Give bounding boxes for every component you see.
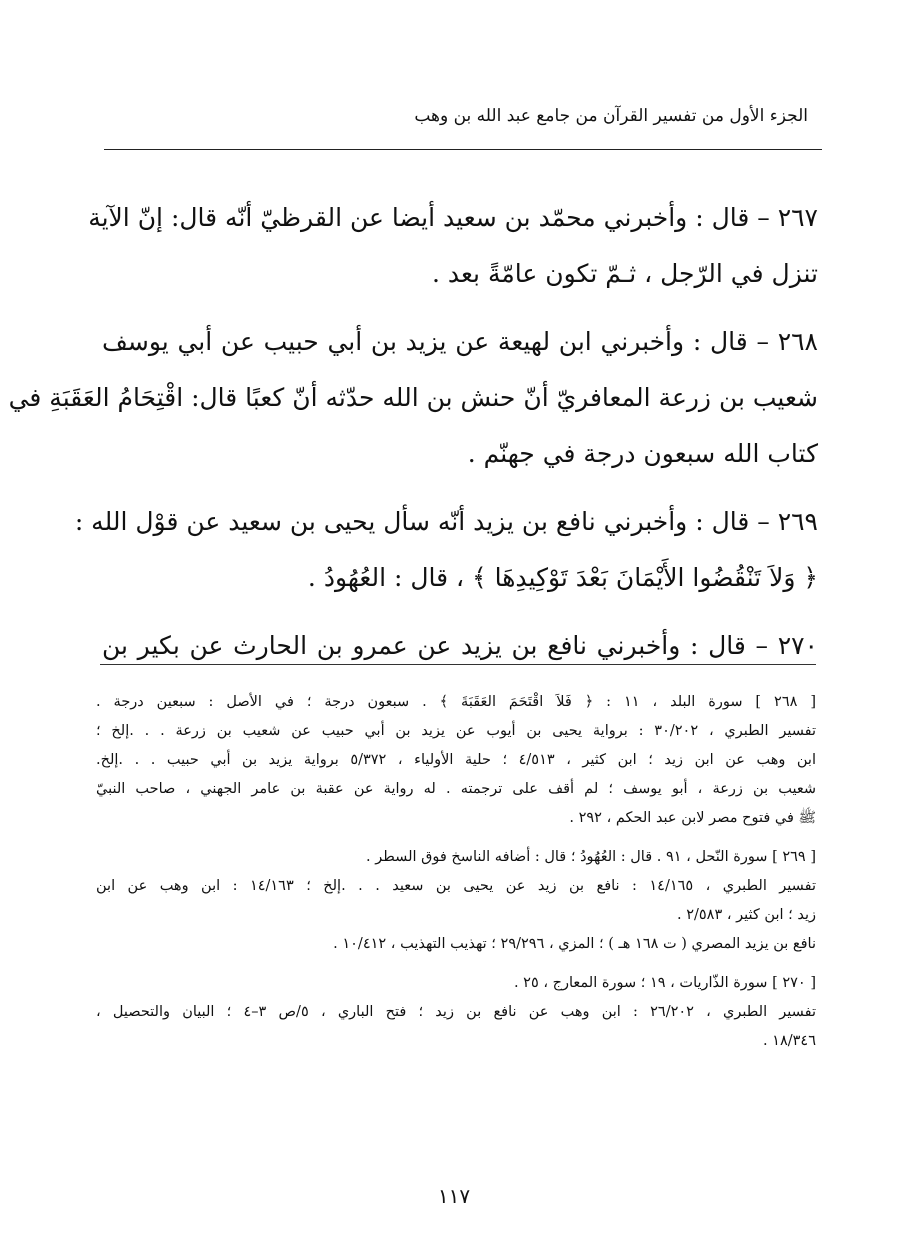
footnote-line: تفسير الطبري ، ٣٠/٢٠٢ : برواية يحيى بن أيوب عن يزيد بن أبي حبيب عن شعيب بن زرعة . . .إلخ ؛ [96, 723, 816, 739]
footnote-line: زيد ؛ ابن كثير ، ٢/٥٨٣ . [676, 907, 816, 923]
footnote-line: ابن وهب عن ابن زيد ؛ ابن كثير ، ٤/٥١٣ ؛ حلية الأولياء ، ٥/٣٧٢ برواية يزيد بن أبي حبيب . . .إلخ. [96, 752, 816, 768]
footnote-divider [100, 664, 816, 665]
main-text [8, 190, 818, 686]
footnote-line: تفسير الطبري ، ٢٦/٢٠٢ : ابن وهب عن نافع بن زيد ؛ فتح الباري ، ٥/ص ٣–٤ ؛ البيان والتحصيل ، [96, 1004, 816, 1020]
footnote-line: ١٨/٣٤٦ . [762, 1033, 816, 1049]
footnote-269 [96, 843, 816, 959]
paragraph-270 [102, 618, 818, 674]
footnote-line: تفسير الطبري ، ١٤/١٦٥ : نافع بن زيد عن يحيى بن سعيد . . .إلخ ؛ ١٤/١٦٣ : ابن وهب عن ابن [96, 878, 816, 894]
text-line: ٢٧٠ – قال : وأخبرني نافع بن يزيد عن عمرو بن الحارث عن بكير بن [102, 631, 818, 660]
footnotes [96, 688, 816, 1066]
paragraph-268 [8, 314, 818, 482]
footnote-line: [ ٢٦٩ ] سورة النّحل ، ٩١ . قال : العُهُودُ ؛ قال : أضافه الناسخ فوق السطر . [366, 849, 816, 865]
footnote-line: ﷺ في فتوح مصر لابن عبد الحكم ، ٢٩٢ . [569, 810, 816, 826]
header-divider [104, 149, 822, 150]
text-line: ﴿ وَلاَ تَنْقُضُوا الأَيْمَانَ بَعْدَ تَوْكِيدِهَا ﴾ ، قال : العُهُودُ . [307, 563, 818, 592]
page-number: ١١٧ [437, 1184, 471, 1208]
paragraph-269 [74, 494, 818, 606]
footnote-268 [96, 688, 816, 833]
paragraph-267 [88, 190, 818, 302]
footnote-line: نافع بن يزيد المصري ( ت ١٦٨ هـ ) ؛ المزي ، ٢٩/٢٩٦ ؛ تهذيب التهذيب ، ١٠/٤١٢ . [333, 936, 816, 952]
text-line: ٢٦٩ – قال : وأخبرني نافع بن يزيد أنّه سأل يحيى بن سعيد عن قوْل الله : [74, 507, 818, 536]
text-line: تنزل في الرّجل ، ثـمّ تكون عامّةً بعد . [431, 259, 818, 288]
footnote-line: شعيب بن زرعة ، أبو يوسف ؛ لم أقف على ترجمته . له رواية عن عقبة بن عامر الجهني ، صاحب النبيّ [96, 781, 816, 797]
text-line: ٢٦٧ – قال : وأخبرني محمّد بن سعيد أيضا عن القرظيّ أنّه قال: إنّ الآية [88, 203, 818, 232]
running-header: الجزء الأول من تفسير القرآن من جامع عبد الله بن وهب [414, 106, 808, 126]
text-line: ٢٦٨ – قال : وأخبرني ابن لهيعة عن يزيد بن أبي حبيب عن أبي يوسف [102, 327, 818, 356]
footnote-line: [ ٢٧٠ ] سورة الذّاريات ، ١٩ ؛ سورة المعارج ، ٢٥ . [513, 975, 816, 991]
text-line: كتاب الله سبعون درجة في جهنّم . [467, 439, 818, 468]
footnote-line: [ ٢٦٨ ] سورة البلد ، ١١ : ﴿ فَلاَ اقْتَحَمَ العَقَبَةَ ﴾ . سبعون درجة ؛ في الأصل : سبعين درجة . [96, 694, 816, 710]
footnote-270 [96, 969, 816, 1056]
text-line: شعيب بن زرعة المعافريّ أنّ حنش بن الله حدّثه أنّ كعبًا قال: اقْتِحَامُ العَقَبَةِ في [8, 383, 818, 412]
